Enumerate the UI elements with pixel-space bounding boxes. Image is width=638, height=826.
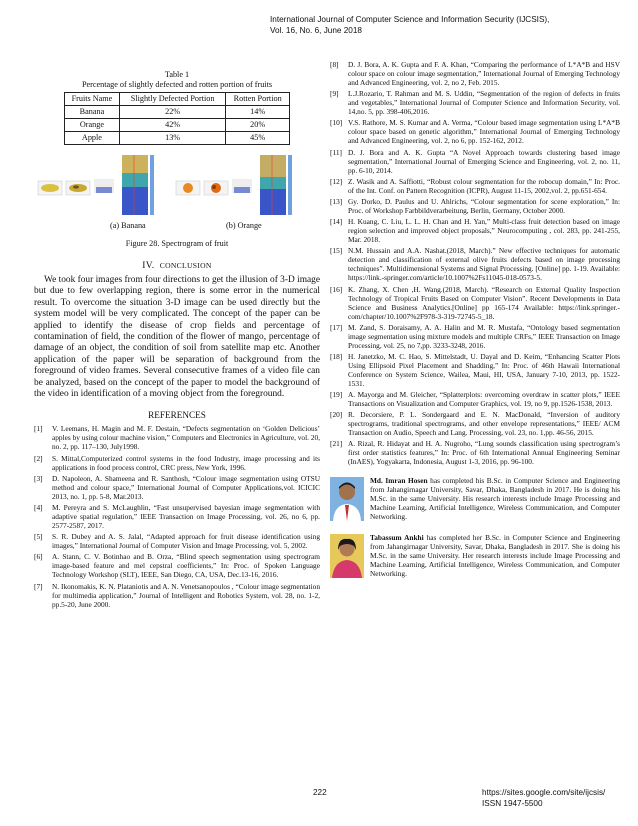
- reference-item: [330, 285, 620, 321]
- author-name-imran: Md. Imran Hosen: [370, 476, 428, 486]
- reference-text: M. Zand, S. Doraisamy, A. A. Halin and M. R. Mustafa, “Ontology based segmentation image segmentation using mixture models and multiple CRFs,” IEEE Transaction on Image Processing, vol. 25, no 7,pp. 3233-3248, 2016.: [348, 322, 620, 350]
- orange-spectrogram-mid: [260, 177, 286, 189]
- reference-number: [1]: [34, 424, 43, 434]
- reference-number: [18]: [330, 351, 343, 361]
- reference-text: D. Napoleon, A. Shameena and R. Santhosh, “Colour image segmentation using OTSU method and colour space,” International Journal of Computer Applications,vol. ICICIC 2013, no. 1, pp. 5-8, Mar.2013.: [52, 473, 320, 501]
- banana-colorbar: [150, 155, 154, 215]
- table-cell: 22%: [119, 106, 225, 119]
- journal-header: [270, 14, 630, 36]
- right-column: [330, 60, 620, 578]
- table-cell: 13%: [119, 132, 225, 145]
- reference-number: [14]: [330, 217, 343, 227]
- left-column: [34, 70, 320, 611]
- orange-shape: [183, 183, 193, 193]
- orange-defect-mark: [212, 185, 216, 189]
- spectrogram-graphic: [36, 151, 306, 239]
- author-bio-imran: [330, 476, 620, 521]
- reference-item: [34, 454, 320, 472]
- reference-item: [330, 246, 620, 282]
- reference-item: [330, 60, 620, 87]
- journal-header-line1: International Journal of Computer Science and Information Security (IJCSIS),: [270, 15, 550, 24]
- reference-item: [330, 390, 620, 408]
- conclusion-title: CONCLUSION: [159, 261, 212, 270]
- reference-item: [34, 552, 320, 579]
- table-header-row: [65, 93, 290, 106]
- table-row: [65, 119, 290, 132]
- reference-number: [6]: [34, 552, 43, 562]
- reference-text: V.S. Rathore, M. S. Kumar and A. Verma, “Colour based image segmentation using L*A*B colour space based on genetic algorithm,” International Journal of Emerging Technology and Advanced Engineering, vol. 2, no 6, pp. 152-162, 2012.: [348, 118, 620, 146]
- reference-item: [330, 148, 620, 175]
- reference-text: Z. Wasik and A. Saffiotti, “Robust colour segmentation for the robocup domain,” In: Proc. of the Int. Conf. on Pattern Recognition (ICPR), August 11-15, 2002,vol. 2, pp.651-654.: [348, 176, 620, 195]
- reference-text: N.M. Hussain and A.A. Nashat.(2018, March).” New effective techniques for automatic detection and classification of external olive fruits defects based on image processing techniques”. Multidimensional Systems and Signal Processing. [Online] pp. 1-19. Available: https://link.-springer.com/article/10.1007%2Fs11045-018-0573-5.: [348, 246, 620, 283]
- reference-text: N. Ikonomakis, K. N. Plataniotis and A. N. Venetsanopoulos , “Colour image segmentation for multimedia application,” Journal of Intelligent and Robotics System, vol. 28, no. 1-2, pp.5-20, June 2000.: [52, 581, 320, 609]
- figure-caption: Figure 28. Spectrogram of fruit: [125, 239, 229, 248]
- reference-number: [17]: [330, 322, 343, 332]
- fruit-defect-table: [64, 92, 290, 145]
- reference-number: [9]: [330, 89, 339, 99]
- reference-number: [16]: [330, 284, 343, 294]
- footer-info: [482, 788, 605, 809]
- reference-item: [330, 89, 620, 116]
- reference-number: [21]: [330, 439, 343, 449]
- table-caption: Percentage of slightly defected and rotten portion of fruits: [81, 80, 273, 89]
- author-photo-tabassum-graphic: [330, 534, 364, 578]
- conclusion-heading: [34, 261, 320, 271]
- table-number: Table 1: [164, 70, 190, 79]
- reference-text: A. Mayorga and M. Gleicher, “Splatterplots: overcoming overdraw in scatter plots,” IEEE Transactions on Visualization and Computer Graphics, vol. 19, no 9, pp.1526-1538, 2013.: [348, 390, 620, 409]
- figure-label-orange: (b) Orange: [226, 221, 262, 230]
- banana-spectrogram-high: [122, 155, 148, 173]
- banana-shape: [41, 184, 59, 192]
- reference-text: H. Janetzko, M. C. Hao, S. Mittelstadt, U. Dayal and D. Keim, “Enhancing Scatter Plots Using Ellipsoid Pixel Placement and Shadding,” In: Proc. of 46th Hawaii International Conference on System Science, Wailea, Maui, HI, USA, January 7-10, 2013, pp. 1522-1531.: [348, 351, 620, 388]
- reference-text: S. Mittal,Computerized control systems in the food Industry, image processing and its applications in food process control, CRC press, New York, 1996.: [52, 453, 320, 472]
- reference-item: [330, 197, 620, 215]
- table-row: [65, 132, 290, 145]
- author-photo-tabassum: [330, 534, 364, 578]
- reference-text: M. Pereyra and S. McLaughlin, “Fast unsupervised bayesian image segmentation with adaptive spatial regulation,” IEEE Transaction on Image Processing, vol. 26, no 6, pp. 2577-2587, 2017.: [52, 503, 320, 531]
- table-header-cell: Fruits Name: [65, 93, 120, 106]
- banana-defect-mark: [73, 185, 79, 188]
- table-cell: Apple: [65, 132, 120, 145]
- table-cell: 45%: [226, 132, 290, 145]
- reference-number: [7]: [34, 581, 43, 591]
- table-cell: Banana: [65, 106, 120, 119]
- reference-item: [34, 532, 320, 550]
- reference-item: [330, 217, 620, 244]
- orange-panel: [176, 155, 292, 215]
- table-cell: 14%: [226, 106, 290, 119]
- reference-item: [330, 323, 620, 350]
- page-number: 222: [313, 788, 327, 797]
- reference-number: [3]: [34, 473, 43, 483]
- table-header-cell: Slightly Defected Portion: [119, 93, 225, 106]
- reference-item: [34, 474, 320, 501]
- references-heading: REFERENCES: [148, 410, 206, 421]
- footer-issn: ISSN 1947-5500: [482, 798, 543, 808]
- conclusion-numeral: IV.: [142, 261, 155, 271]
- conclusion-paragraph: We took four images from four directions to get the illusion of 3-D image but due to few overlapping region, there is some error in the numerical result. To overcome the situation 3-D image can be used directly but the system model will be very complicated. The concept of the paper can be applied to identify the disease of crop fields and percentage of contamination of field, the condition of the flower of mango, percentage of damage of an object, the condition of soil from satellite map etc. Another application of the paper will be separation of background from the foreground of video frames. Several consecutive frames of a video file can be analyzed, based on the concept of the paper to model the background of the video in identification of a moving object from the foreground.: [34, 275, 321, 400]
- reference-number: [10]: [330, 118, 343, 128]
- reference-text: K. Zhang, X. Chen ,H. Wang.(2018, March). “Research on External Quality Inspection Technology of Tropical Fruits Based on Computer Vision”. Recent Developments in Data Science and Business Analytics.[Online] pp 165-174 Available: https://link.springer.-com/chapter/10.1007%2F978-3-319-72745-5_18.: [348, 284, 620, 321]
- reference-number: [13]: [330, 196, 343, 206]
- orange-spectrogram-high: [260, 155, 286, 177]
- table-cell: Orange: [65, 119, 120, 132]
- table-header-cell: Rotten Portion: [226, 93, 290, 106]
- reference-item: [330, 118, 620, 145]
- reference-text: D. J. Bora, A. K. Gupta and F. A. Khan, “Comparing the performance of L*A*B and HSV colour space on colour image segmentation,” International Journal of Emerging Technology and Advanced Engineering, vol. 2, no 2, Feb. 2015.: [348, 60, 620, 87]
- reference-number: [20]: [330, 410, 343, 420]
- reference-item: [34, 424, 320, 451]
- reference-text: S. R. Dubey and A. S. Jalal, “Adapted approach for fruit disease identification using images,” International Journal of Computer Vision and Image Processing, vol. 5, 2002.: [52, 532, 320, 551]
- reference-item: [34, 503, 320, 530]
- spectrogram-figure: [36, 151, 306, 239]
- reference-text: A. Stann, C. V. Botinhao and B. Orza, “Blind speech segmentation using spectrogram image-based feature and mel cepstral coefficients,” In: Proc. of Spoken Language Technology Workshop (SLT), IEEE, San Diego, CA, USA, Dec.13-16, 2016.: [52, 552, 320, 580]
- journal-header-line2: Vol. 16, No. 6, June 2018: [270, 26, 362, 35]
- reference-number: [4]: [34, 503, 43, 513]
- orange-colorbar: [288, 155, 292, 215]
- reference-number: [11]: [330, 147, 342, 157]
- reference-item: [34, 582, 320, 609]
- reference-item: [330, 410, 620, 437]
- author-photo-imran-graphic: [330, 477, 364, 521]
- reference-number: [5]: [34, 532, 43, 542]
- reference-text: Gy. Dorko, D. Paulus and U. Ahlrichs, “Colour segmentation for scene exploration,” In: Proc. of Workshop Farbbildverarbeitung, Berlin, Germany, October 2000.: [348, 196, 620, 215]
- reference-number: [2]: [34, 453, 43, 463]
- reference-item: [330, 352, 620, 388]
- reference-text: A. Rizal, R. Hidayat and H. A. Nugroho, “Lung sounds classification using spectrogram’s first order statistics features,” In: Proc. of 6th International Annual Engineering Seminar (InAES), Yogyakarta, Indonesia, August 1-3, 2016, pp. 96-100.: [348, 439, 620, 467]
- reference-item: [330, 177, 620, 195]
- banana-panel: [38, 155, 154, 215]
- reference-number: [19]: [330, 390, 343, 400]
- reference-text: L.J.Rozario, T. Rahman and M. S. Uddin, “Segmentation of the region of defects in fruits and vegetables,” International Journal of Computer Science and Information Security, vol. 14,no. 5, pp. 398-406,2016.: [348, 89, 620, 117]
- table-cell: 20%: [226, 119, 290, 132]
- reference-number: [12]: [330, 176, 343, 186]
- reference-number: [15]: [330, 246, 343, 256]
- reference-item: [330, 439, 620, 466]
- reference-text: H. Kuang, C. Liu, L. L. H. Chan and H. Yan,” Multi-class fruit detection based on image region selection and improved object proposals,” Neurocomputing , col. 283, pp. 241-255, Mar. 2018.: [348, 217, 620, 245]
- banana-small-plot-fill: [96, 187, 112, 193]
- reference-text: D. J. Bora and A. K. Gupta “A Novel Approach towards clustering based image segmentation,” International Journal of Emerging Science and Engineering, vol. 2, no. 11, pp. 6-10, 2014.: [348, 147, 620, 175]
- references-list-right: [330, 60, 620, 466]
- author-bio-text-imran: has completed his B.Sc. in Computer Science and Engineering from Jahangirnagar University, Savar, Dhaka, Bangladesh in 2017. He is doing his M.Sc. in the same University. His research interests include Image Processing and Machine Learning, Artificial Intelligence, Wireless Communication, and Computer Networking.: [370, 476, 620, 522]
- author-bio-text-tabassum: has completed her B.Sc. in Computer Science and Engineering from Jahangirnagar University, Savar, Dhaka, Bangladesh in 2017. She is doing his M.Sc. in the same University. Her research interests include Image Processing and Machine Learning, Artificial Intelligence, Wireless Communication, and Computer Networking.: [370, 533, 620, 579]
- author-name-tabassum: Tabassum Ankhi: [370, 533, 424, 543]
- author-bio-tabassum: [330, 533, 620, 578]
- reference-number: [8]: [330, 60, 339, 69]
- reference-text: V. Leemans, H. Magin and M. F. Destain, “Defects segmentation on ‘Golden Delicious’ apples by using colour machine vision,” Computers and Electronics in Agriculture, vol. 20, no. 2, pp. 117–130, July1998.: [52, 424, 320, 452]
- reference-text: R. Decorsiere, P. L. Sondergaard and E. N. MacDonald, “Inversion of auditory spectrograms, traditional spectrograms, and other envelope representations,” IEEE/ ACM Transaction on Audio, Speech and Lang. Processing, vol. 23, no. 1,pp. 46-56, 2015.: [348, 410, 620, 438]
- references-list-left: [34, 424, 320, 608]
- orange-small-plot-fill: [234, 187, 250, 193]
- table-cell: 42%: [119, 119, 225, 132]
- author-photo-imran: [330, 477, 364, 521]
- table-row: [65, 106, 290, 119]
- banana-spectrogram-mid: [122, 173, 148, 187]
- footer-url: https://sites.google.com/site/ijcsis/: [482, 788, 606, 797]
- figure-label-banana: (a) Banana: [110, 221, 146, 230]
